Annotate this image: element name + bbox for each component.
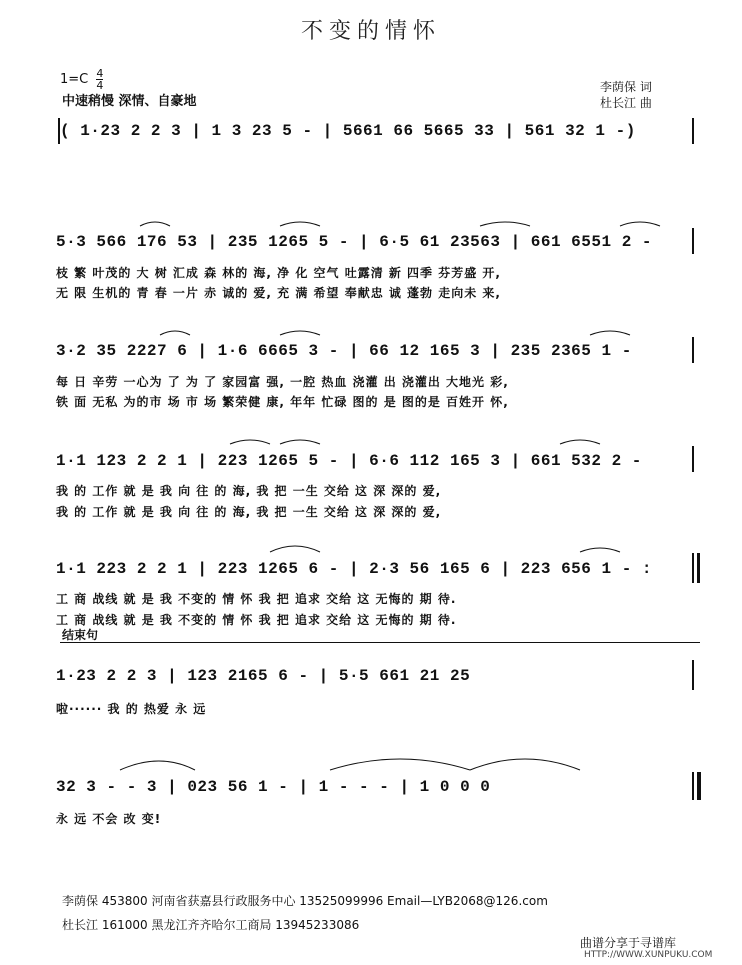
slur-7 <box>590 331 630 335</box>
system-2-lyric-1: 枝 繁 叶茂的 大 树 汇成 森 林的 海, 净 化 空气 吐露清 新 四季 芬芳盛 开, <box>56 266 501 280</box>
system-1-notes: ( 1·23 2 2 3 | 1 3 23 5 - | 5661 66 5665 33 | 561 32 1 -) <box>60 122 636 140</box>
system-6-notes: 1·23 2 2 3 | 123 2165 6 - | 5·5 661 21 25 <box>56 667 471 685</box>
composer-credit: 杜长江 曲 <box>600 96 652 110</box>
system-5-lyric-2: 工 商 战线 就 是 我 不变的 情 怀 我 把 追求 交给 这 无悔的 期 待. <box>56 613 457 627</box>
system-7-lyric-1: 永 远 不会 改 变! <box>56 812 162 826</box>
slur-15 <box>470 759 580 770</box>
slur-1 <box>140 222 170 226</box>
system-7-notes: 32 3 - - 3 | 023 56 1 - | 1 - - - | 1 0 0 0 <box>56 778 491 796</box>
watermark-text: 曲谱分享于寻谱库 <box>580 936 677 950</box>
footer-line-1: 李荫保 453800 河南省获嘉县行政服务中心 13525099996 Email—LYB2068@126.com <box>62 894 548 908</box>
slur-9 <box>280 440 320 444</box>
slur-6 <box>280 331 320 335</box>
tempo-marking: 中速稍慢 深情、自豪地 <box>62 94 197 109</box>
key-text: 1=C <box>60 72 89 87</box>
time-sig-bottom: 4 <box>96 79 104 92</box>
lyricist-credit: 李荫保 词 <box>600 80 652 94</box>
watermark-url: HTTP://WWW.XUNPUKU.COM <box>584 950 713 960</box>
slur-11 <box>270 546 320 552</box>
system-4-lyric-2: 我 的 工作 就 是 我 向 往 的 海, 我 把 一生 交给 这 深 深的 爱, <box>56 505 442 519</box>
slur-12 <box>580 548 620 552</box>
system-5-notes: 1·1 223 2 2 1 | 223 1265 6 - | 2·3 56 165 6 | 223 656 1 - : <box>56 560 652 578</box>
system-2-lyric-2: 无 限 生机的 青 春 一片 赤 诚的 爱, 充 满 希望 奉献忠 诚 蓬勃 走向未 来, <box>56 286 501 300</box>
time-sig-top: 4 <box>96 67 104 80</box>
system-5-lyric-1: 工 商 战线 就 是 我 不变的 情 怀 我 把 追求 交给 这 无悔的 期 待. <box>56 592 457 606</box>
system-4-lyric-1: 我 的 工作 就 是 我 向 往 的 海, 我 把 一生 交给 这 深 深的 爱, <box>56 484 442 498</box>
slur-14 <box>330 759 470 770</box>
song-title: 不变的情怀 <box>300 19 441 44</box>
slur-4 <box>620 222 660 226</box>
system-2-notes: 5·3 566 176 53 | 235 1265 5 - | 6·5 61 23563 | 661 6551 2 - <box>56 233 652 251</box>
system-4-notes: 1·1 123 2 2 1 | 223 1265 5 - | 6·6 112 165 3 | 661 532 2 - <box>56 452 642 470</box>
system-6-lyric-1: 啦······ 我 的 热爱 永 远 <box>56 702 207 716</box>
slur-8 <box>230 440 270 444</box>
footer-line-2: 杜长江 161000 黑龙江齐齐哈尔工商局 13945233086 <box>62 918 360 932</box>
slur-13 <box>120 761 195 770</box>
slur-5 <box>160 331 190 335</box>
system-3-lyric-1: 每 日 辛劳 一心为 了 为 了 家园富 强, 一腔 热血 浇灌 出 浇灌出 大地光 彩, <box>56 375 509 389</box>
system-3-notes: 3·2 35 2227 6 | 1·6 6665 3 - | 66 12 165 3 | 235 2365 1 - <box>56 342 632 360</box>
system-3-lyric-2: 铁 面 无私 为的市 场 市 场 繁荣健 康, 年年 忙碌 图的 是 图的是 百姓开 怀, <box>56 395 509 409</box>
ending-label: 结束句 <box>62 628 99 642</box>
slur-3 <box>480 222 530 226</box>
slur-2 <box>280 222 320 226</box>
slur-10 <box>560 440 600 444</box>
